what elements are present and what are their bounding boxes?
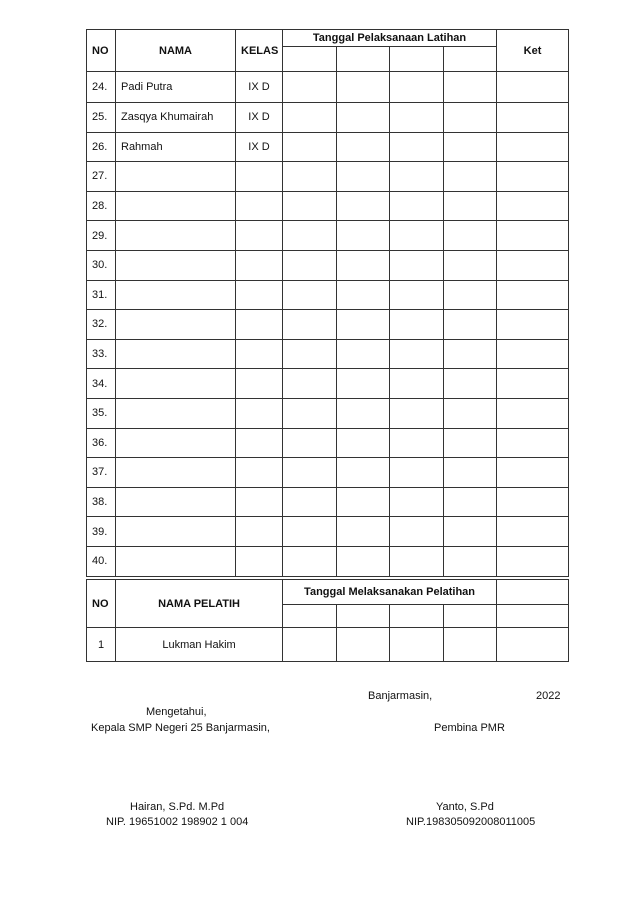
trainer-date-header-cell [337, 605, 390, 628]
row-date-cell [390, 310, 444, 340]
row-nama [116, 517, 236, 547]
row-date-cell [337, 369, 390, 399]
row-date-cell [283, 310, 337, 340]
row-date-cell [390, 398, 444, 428]
row-date-cell [283, 339, 337, 369]
table-row [87, 103, 569, 133]
row-no: 31. [87, 280, 116, 310]
row-no: 35. [87, 398, 116, 428]
row-date-cell [390, 103, 444, 133]
row-nama [116, 546, 236, 576]
row-date-cell [390, 72, 444, 103]
row-date-cell [390, 280, 444, 310]
right-signer-nip: NIP.198305092008011005 [406, 816, 536, 828]
date-header-cell [444, 47, 497, 72]
row-date-cell [444, 72, 497, 103]
row-kelas [236, 546, 283, 576]
header-tanggal: Tanggal Pelaksanaan Latihan [283, 30, 497, 47]
row-date-cell [283, 280, 337, 310]
row-date-cell [283, 487, 337, 517]
row-nama [116, 458, 236, 488]
trainer-header-nama: NAMA PELATIH [116, 580, 283, 628]
date-header-cell [337, 47, 390, 72]
table-row [87, 191, 569, 221]
row-no: 37. [87, 458, 116, 488]
row-ket [497, 398, 569, 428]
row-no: 24. [87, 72, 116, 103]
row-date-cell [337, 310, 390, 340]
row-ket [497, 310, 569, 340]
row-kelas [236, 250, 283, 280]
table-row [87, 546, 569, 576]
header-no: NO [87, 30, 116, 72]
row-kelas: IX D [236, 72, 283, 103]
trainer-date-header-cell [390, 605, 444, 628]
row-date-cell [283, 458, 337, 488]
row-kelas [236, 310, 283, 340]
trainer-date-header-cell [283, 605, 337, 628]
row-date-cell [444, 487, 497, 517]
row-date-cell [337, 250, 390, 280]
row-nama [116, 162, 236, 192]
row-kelas [236, 162, 283, 192]
trainer-date-header-cell [497, 605, 569, 628]
row-no: 29. [87, 221, 116, 251]
signature-place: Banjarmasin, [368, 690, 433, 702]
row-date-cell [444, 191, 497, 221]
row-ket [497, 250, 569, 280]
trainer-row-date-cell [444, 628, 497, 662]
row-date-cell [444, 517, 497, 547]
row-date-cell [444, 132, 497, 162]
row-date-cell [444, 398, 497, 428]
signature-year: 2022 [536, 690, 561, 702]
row-date-cell [283, 250, 337, 280]
row-date-cell [337, 398, 390, 428]
row-ket [497, 280, 569, 310]
row-kelas [236, 369, 283, 399]
trainer-row-nama: Lukman Hakim [116, 628, 283, 662]
row-date-cell [283, 132, 337, 162]
row-ket [497, 221, 569, 251]
table-row [87, 132, 569, 162]
row-date-cell [337, 428, 390, 458]
trainer-row-date-cell [337, 628, 390, 662]
row-date-cell [337, 72, 390, 103]
row-date-cell [337, 191, 390, 221]
left-signer-name: Hairan, S.Pd. M.Pd [130, 801, 225, 813]
right-signer-name: Yanto, S.Pd [436, 801, 494, 813]
row-date-cell [390, 250, 444, 280]
row-date-cell [283, 162, 337, 192]
row-kelas: IX D [236, 132, 283, 162]
row-nama [116, 428, 236, 458]
row-no: 32. [87, 310, 116, 340]
trainer-header-empty [497, 580, 569, 605]
row-no: 26. [87, 132, 116, 162]
row-ket [497, 339, 569, 369]
table-row [87, 72, 569, 103]
row-no: 40. [87, 546, 116, 576]
trainer-row-empty [497, 628, 569, 662]
row-date-cell [390, 428, 444, 458]
row-no: 39. [87, 517, 116, 547]
table-row [87, 339, 569, 369]
row-date-cell [283, 546, 337, 576]
row-date-cell [444, 221, 497, 251]
row-kelas: IX D [236, 103, 283, 133]
row-date-cell [390, 221, 444, 251]
row-kelas [236, 221, 283, 251]
row-nama: Padi Putra [116, 72, 236, 103]
row-no: 28. [87, 191, 116, 221]
row-ket [497, 162, 569, 192]
row-no: 25. [87, 103, 116, 133]
date-header-cell [390, 47, 444, 72]
row-date-cell [444, 339, 497, 369]
row-ket [497, 191, 569, 221]
row-date-cell [444, 280, 497, 310]
row-ket [497, 428, 569, 458]
trainer-row [87, 628, 569, 662]
row-ket [497, 369, 569, 399]
trainer-header-tanggal: Tanggal Melaksanakan Pelatihan [283, 580, 497, 605]
row-kelas [236, 280, 283, 310]
row-date-cell [390, 132, 444, 162]
row-date-cell [444, 369, 497, 399]
row-nama [116, 191, 236, 221]
trainer-header-no: NO [87, 580, 116, 628]
row-date-cell [283, 103, 337, 133]
row-date-cell [444, 428, 497, 458]
row-no: 30. [87, 250, 116, 280]
row-no: 36. [87, 428, 116, 458]
row-date-cell [337, 458, 390, 488]
left-signer-nip: NIP. 19651002 198902 1 004 [106, 816, 249, 828]
row-date-cell [444, 546, 497, 576]
table-row [87, 310, 569, 340]
table-row [87, 398, 569, 428]
trainer-row-no: 1 [87, 628, 116, 662]
row-date-cell [283, 517, 337, 547]
row-date-cell [444, 458, 497, 488]
row-ket [497, 458, 569, 488]
row-nama [116, 398, 236, 428]
trainer-date-header-cell [444, 605, 497, 628]
row-date-cell [444, 103, 497, 133]
row-nama [116, 280, 236, 310]
row-ket [497, 517, 569, 547]
row-date-cell [337, 517, 390, 547]
row-kelas [236, 398, 283, 428]
row-ket [497, 487, 569, 517]
date-header-cell [283, 47, 337, 72]
left-position-label: Kepala SMP Negeri 25 Banjarmasin, [91, 722, 270, 734]
row-kelas [236, 191, 283, 221]
row-date-cell [283, 221, 337, 251]
row-date-cell [283, 191, 337, 221]
row-date-cell [283, 428, 337, 458]
row-nama [116, 250, 236, 280]
row-date-cell [390, 339, 444, 369]
row-nama [116, 310, 236, 340]
attendance-table [86, 29, 569, 577]
table-row [87, 487, 569, 517]
row-no: 27. [87, 162, 116, 192]
header-kelas: KELAS [236, 30, 283, 72]
row-no: 34. [87, 369, 116, 399]
trainer-table [86, 579, 569, 662]
row-kelas [236, 339, 283, 369]
row-nama [116, 339, 236, 369]
row-ket [497, 546, 569, 576]
row-date-cell [283, 398, 337, 428]
row-date-cell [337, 132, 390, 162]
header-nama: NAMA [116, 30, 236, 72]
row-date-cell [390, 191, 444, 221]
row-nama [116, 221, 236, 251]
table-row [87, 369, 569, 399]
row-ket [497, 132, 569, 162]
row-date-cell [337, 546, 390, 576]
row-date-cell [337, 339, 390, 369]
row-kelas [236, 428, 283, 458]
table-row [87, 458, 569, 488]
row-date-cell [444, 250, 497, 280]
left-acknowledge-label: Mengetahui, [146, 706, 207, 718]
row-no: 38. [87, 487, 116, 517]
row-date-cell [337, 103, 390, 133]
row-date-cell [444, 310, 497, 340]
row-date-cell [390, 546, 444, 576]
trainer-row-date-cell [390, 628, 444, 662]
table-row [87, 221, 569, 251]
row-date-cell [337, 221, 390, 251]
row-kelas [236, 458, 283, 488]
row-date-cell [337, 487, 390, 517]
row-date-cell [390, 162, 444, 192]
row-ket [497, 72, 569, 103]
row-nama: Zasqya Khumairah [116, 103, 236, 133]
row-date-cell [283, 369, 337, 399]
row-nama [116, 369, 236, 399]
row-date-cell [390, 517, 444, 547]
row-nama: Rahmah [116, 132, 236, 162]
row-date-cell [337, 280, 390, 310]
row-kelas [236, 487, 283, 517]
row-date-cell [337, 162, 390, 192]
row-nama [116, 487, 236, 517]
right-position-label: Pembina PMR [434, 722, 505, 734]
table-row [87, 428, 569, 458]
table-row [87, 517, 569, 547]
table-row [87, 162, 569, 192]
row-date-cell [390, 369, 444, 399]
row-ket [497, 103, 569, 133]
row-date-cell [444, 162, 497, 192]
trainer-row-date-cell [283, 628, 337, 662]
row-date-cell [390, 458, 444, 488]
row-no: 33. [87, 339, 116, 369]
row-date-cell [390, 487, 444, 517]
table-row [87, 250, 569, 280]
row-date-cell [283, 72, 337, 103]
row-kelas [236, 517, 283, 547]
header-ket: Ket [497, 30, 569, 72]
table-row [87, 280, 569, 310]
